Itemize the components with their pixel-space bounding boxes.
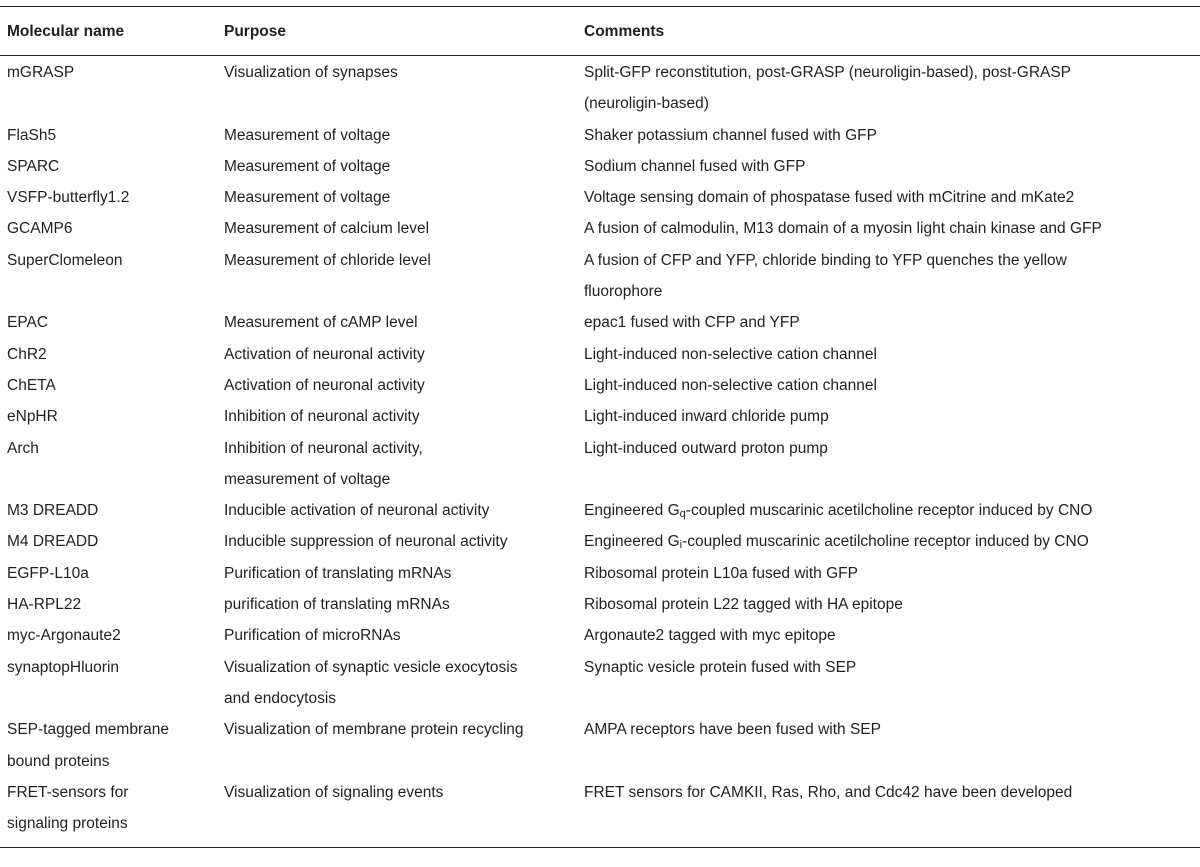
- comments-cell-line: Split-GFP reconstitution, post-GRASP (neuroligin-based), post-GRASP: [584, 64, 1072, 81]
- molecular-name-cell-line: ChR2: [7, 345, 47, 363]
- molecular-name-cell: [0, 307, 224, 338]
- comments-cell-line: A fusion of calmodulin, M13 domain of a myosin light chain kinase and GFP: [584, 220, 1102, 238]
- molecular-name-cell-line: synaptopHluorin: [7, 658, 120, 676]
- table-row: [0, 401, 1200, 432]
- table-row: [0, 433, 1200, 496]
- comments-subscript: q: [679, 508, 686, 521]
- comments-cell: [584, 213, 1200, 244]
- comments-cell-line: Voltage sensing domain of phospatase fused with mCitrine and mKate2: [584, 189, 1075, 207]
- purpose-cell: [224, 777, 584, 848]
- table-row: [0, 120, 1200, 151]
- comments-text: -coupled muscarinic acetilcholine receptor induced by CNO: [682, 533, 1089, 551]
- purpose-cell: [224, 120, 584, 151]
- table-row: [0, 56, 1200, 120]
- purpose-cell: [224, 714, 584, 777]
- purpose-cell-line: Inhibition of neuronal activity,: [224, 439, 423, 457]
- purpose-cell: [224, 307, 584, 338]
- molecular-name-cell-line: myc-Argonaute2: [7, 627, 121, 645]
- molecular-name-cell-line: ChETA: [7, 376, 56, 394]
- molecular-name-cell-line: EGFP-L10a: [7, 564, 89, 582]
- table-row: [0, 526, 1200, 557]
- table-row: [0, 714, 1200, 777]
- comments-cell-line: Light-induced non-selective cation channel: [584, 345, 877, 363]
- comments-text: Engineered G: [584, 502, 680, 520]
- header-row: [0, 7, 1200, 56]
- purpose-cell: [224, 151, 584, 182]
- table-row: [0, 652, 1200, 715]
- comments-cell-line: fluorophore: [584, 283, 663, 301]
- comments-text: -coupled muscarinic acetilcholine receptor induced by CNO: [685, 502, 1093, 520]
- comments-cell: [584, 370, 1200, 401]
- purpose-cell-line: purification of translating mRNAs: [224, 596, 450, 614]
- purpose-cell: [224, 620, 584, 651]
- molecular-name-cell-line: eNpHR: [7, 408, 58, 426]
- purpose-cell: [224, 495, 584, 526]
- comments-cell-line: Ribosomal protein L10a fused with GFP: [584, 564, 858, 582]
- purpose-cell: [224, 213, 584, 244]
- purpose-cell-line: Visualization of synapses: [224, 64, 398, 81]
- comments-cell-line: Sodium channel fused with GFP: [584, 157, 806, 175]
- table-header: [0, 7, 1200, 56]
- table-row: [0, 182, 1200, 213]
- purpose-cell-line: and endocytosis: [224, 689, 337, 707]
- table-row: [0, 495, 1200, 526]
- molecular-name-cell: [0, 652, 224, 715]
- comments-cell: [584, 526, 1200, 557]
- purpose-cell-line: Inducible activation of neuronal activity: [224, 502, 490, 520]
- comments-cell: [584, 56, 1200, 120]
- comments-cell: [584, 307, 1200, 338]
- molecular-name-cell-line: signaling proteins: [7, 815, 128, 833]
- molecular-name-cell: [0, 151, 224, 182]
- comments-cell-line: (neuroligin-based): [584, 95, 709, 113]
- table-body: [0, 56, 1200, 848]
- table-row: [0, 620, 1200, 651]
- molecular-name-cell-line: bound proteins: [7, 752, 110, 770]
- molecular-name-cell: [0, 213, 224, 244]
- purpose-cell-line: Activation of neuronal activity: [224, 345, 425, 363]
- comments-cell-line: Shaker potassium channel fused with GFP: [584, 126, 877, 144]
- purpose-cell-line: Purification of microRNAs: [224, 627, 401, 645]
- purpose-cell-line: Measurement of voltage: [224, 126, 391, 144]
- table-row: [0, 245, 1200, 308]
- purpose-cell: [224, 245, 584, 308]
- purpose-cell: [224, 56, 584, 120]
- purpose-cell-line: measurement of voltage: [224, 470, 391, 488]
- comments-cell-line: Synaptic vesicle protein fused with SEP: [584, 658, 857, 676]
- purpose-cell: [224, 401, 584, 432]
- molecular-name-cell-line: FlaSh5: [7, 126, 57, 144]
- table-row: [0, 370, 1200, 401]
- molecular-name-cell: [0, 589, 224, 620]
- purpose-cell-line: Measurement of chloride level: [224, 251, 431, 269]
- comments-cell: [584, 120, 1200, 151]
- table-row: [0, 589, 1200, 620]
- header-purpose: Purpose: [224, 7, 584, 56]
- table-row: [0, 339, 1200, 370]
- molecular-tools-table: [0, 6, 1200, 848]
- comments-subscript: i: [679, 539, 683, 552]
- purpose-cell: [224, 182, 584, 213]
- comments-cell: [584, 182, 1200, 213]
- purpose-cell-line: Visualization of membrane protein recycling: [224, 721, 524, 739]
- molecular-name-cell: [0, 558, 224, 589]
- purpose-cell: [224, 526, 584, 557]
- comments-cell-line: Light-induced outward proton pump: [584, 439, 828, 457]
- table-row: [0, 777, 1200, 848]
- comments-cell-line: Argonaute2 tagged with myc epitope: [584, 627, 836, 645]
- molecular-name-cell-line: mGRASP: [7, 64, 75, 81]
- comments-cell: [584, 495, 1200, 526]
- molecular-name-cell: [0, 401, 224, 432]
- purpose-cell-line: Measurement of cAMP level: [224, 314, 418, 332]
- comments-cell-line: [584, 495, 1200, 526]
- molecular-name-cell: [0, 56, 224, 120]
- comments-cell: [584, 589, 1200, 620]
- molecular-name-cell-line: FRET-sensors for: [7, 783, 129, 801]
- table-row: [0, 558, 1200, 589]
- molecular-name-cell: [0, 714, 224, 777]
- molecular-name-cell-line: EPAC: [7, 314, 49, 332]
- comments-cell-line: epac1 fused with CFP and YFP: [584, 314, 800, 332]
- comments-text: Engineered G: [584, 533, 680, 551]
- molecular-name-cell-line: GCAMP6: [7, 220, 73, 238]
- comments-cell: [584, 777, 1200, 848]
- molecular-name-cell: [0, 245, 224, 308]
- purpose-cell: [224, 589, 584, 620]
- table-row: [0, 151, 1200, 182]
- molecular-name-cell: [0, 339, 224, 370]
- molecular-name-cell-line: M3 DREADD: [7, 502, 99, 520]
- purpose-cell: [224, 339, 584, 370]
- comments-cell-line: Light-induced non-selective cation channel: [584, 376, 877, 394]
- purpose-cell-line: Purification of translating mRNAs: [224, 564, 452, 582]
- header-comments: Comments: [584, 7, 1200, 56]
- comments-cell: [584, 433, 1200, 496]
- molecular-name-cell: [0, 620, 224, 651]
- molecular-name-cell: [0, 120, 224, 151]
- purpose-cell-line: Inducible suppression of neuronal activity: [224, 533, 508, 551]
- molecular-name-cell-line: SPARC: [7, 157, 60, 175]
- purpose-cell-line: Visualization of synaptic vesicle exocytosis: [224, 658, 518, 676]
- molecular-name-cell: [0, 370, 224, 401]
- comments-cell-line: AMPA receptors have been fused with SEP: [584, 721, 881, 739]
- purpose-cell-line: Activation of neuronal activity: [224, 376, 425, 394]
- purpose-cell: [224, 370, 584, 401]
- molecular-name-cell-line: VSFP-butterfly1.2: [7, 189, 130, 207]
- table-row: [0, 213, 1200, 244]
- molecular-name-cell-line: SEP-tagged membrane: [7, 721, 169, 739]
- purpose-cell-line: Inhibition of neuronal activity: [224, 408, 420, 426]
- comments-cell-line: Ribosomal protein L22 tagged with HA epitope: [584, 596, 903, 614]
- comments-cell: [584, 558, 1200, 589]
- purpose-cell: [224, 433, 584, 496]
- purpose-cell: [224, 558, 584, 589]
- comments-cell: [584, 714, 1200, 777]
- molecular-name-cell-line: SuperClomeleon: [7, 251, 123, 269]
- comments-cell-line: [584, 526, 1200, 557]
- molecular-name-cell-line: Arch: [7, 439, 39, 457]
- comments-cell: [584, 151, 1200, 182]
- molecular-name-cell: [0, 777, 224, 848]
- molecular-name-cell: [0, 182, 224, 213]
- purpose-cell-line: Visualization of signaling events: [224, 783, 444, 801]
- molecular-name-cell-line: HA-RPL22: [7, 596, 82, 614]
- comments-cell: [584, 339, 1200, 370]
- purpose-cell: [224, 652, 584, 715]
- molecular-name-cell: [0, 495, 224, 526]
- purpose-cell-line: Measurement of calcium level: [224, 220, 430, 238]
- purpose-cell-line: Measurement of voltage: [224, 157, 391, 175]
- table-row: [0, 307, 1200, 338]
- comments-cell: [584, 245, 1200, 308]
- molecular-name-cell: [0, 433, 224, 496]
- molecular-name-cell: [0, 526, 224, 557]
- comments-cell: [584, 620, 1200, 651]
- comments-cell-line: A fusion of CFP and YFP, chloride binding to YFP quenches the yellow: [584, 251, 1067, 269]
- comments-cell-line: FRET sensors for CAMKII, Ras, Rho, and Cdc42 have been developed: [584, 783, 1073, 801]
- comments-cell: [584, 401, 1200, 432]
- comments-cell-line: Light-induced inward chloride pump: [584, 408, 829, 426]
- header-molecular-name: Molecular name: [0, 7, 224, 56]
- molecular-name-cell-line: M4 DREADD: [7, 533, 99, 551]
- purpose-cell-line: Measurement of voltage: [224, 189, 391, 207]
- comments-cell: [584, 652, 1200, 715]
